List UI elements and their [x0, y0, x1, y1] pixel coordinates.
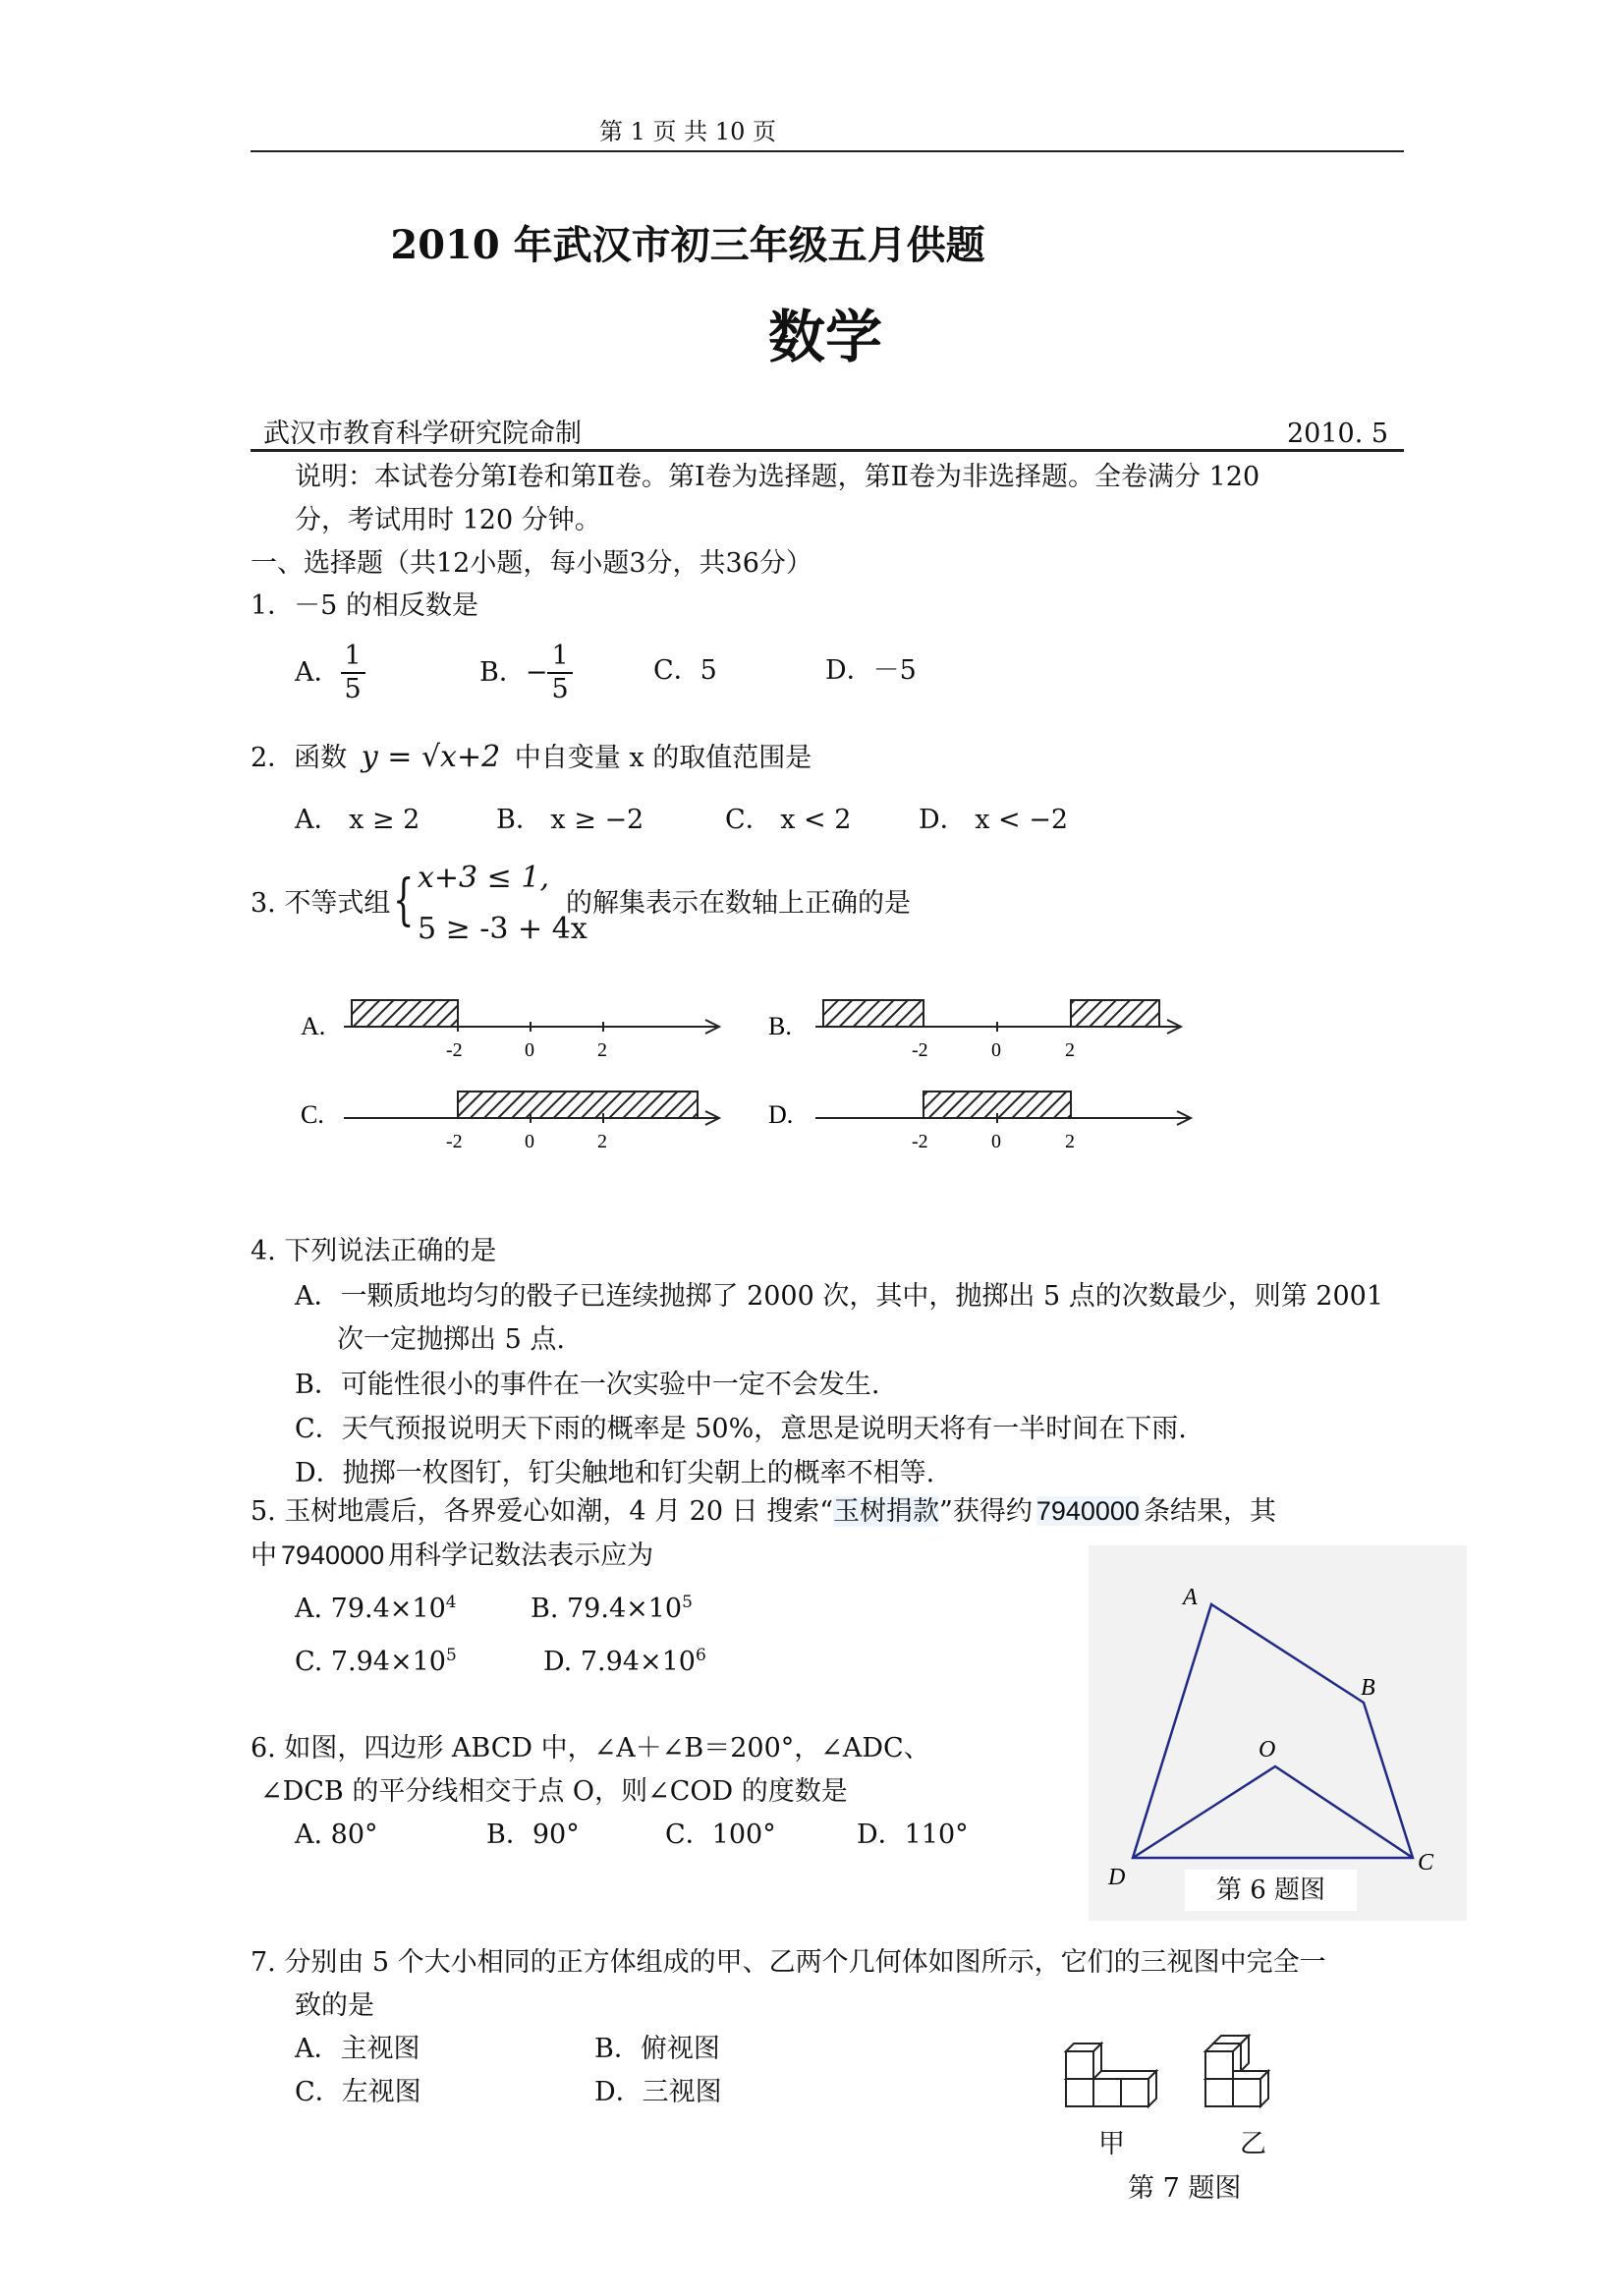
q3-ineq1: x+3 ≤ 1, — [418, 861, 549, 895]
q3-label-b: B. — [768, 1012, 792, 1040]
instructions-line2: 分，考试用时 120 分钟。 — [295, 505, 601, 535]
q2-option-c: C． x < 2 — [725, 805, 852, 835]
section-heading: 一、选择题（共12小题，每小题3分，共36分） — [251, 548, 812, 579]
q2-option-d: D． x < −2 — [919, 805, 1069, 835]
instructions-line1: 说明：本试卷分第Ⅰ卷和第Ⅱ卷。第Ⅰ卷为选择题，第Ⅱ卷为非选择题。全卷满分 120 — [295, 462, 1260, 492]
q7-line1: 7. 分别由 5 个大小相同的正方体组成的甲、乙两个几何体如图所示，它们的三视图中完全一 — [251, 1947, 1326, 1978]
q3-brace: { — [393, 868, 415, 932]
q3-axis-a — [301, 1000, 719, 1061]
q1-a-num: 1 — [341, 641, 365, 674]
q3-b-tick-0: 0 — [991, 1039, 1001, 1061]
q5-line1-a: 5. 玉树地震后，各界爱心如潮，4 月 20 日 搜索“ — [251, 1496, 834, 1527]
q5-number: 7940000 — [1035, 1496, 1140, 1526]
q7-option-c: C．左视图 — [295, 2077, 421, 2107]
q7-option-b: B．俯视图 — [594, 2034, 720, 2064]
q3-label-c: C. — [301, 1100, 324, 1129]
q3-stem-prefix: 3. 不等式组 — [251, 888, 391, 919]
publisher-rule — [251, 449, 1404, 452]
exam-title: 2010 年武汉市初三年级五月供题 — [390, 222, 985, 268]
q7-figure-caption: 第 7 题图 — [1128, 2173, 1242, 2204]
q3-a-tick-neg2: -2 — [446, 1039, 463, 1061]
q4-option-b: B．可能性很小的事件在一次实验中一定不会发生. — [295, 1370, 880, 1400]
q1-option-d: D．－5 — [825, 655, 917, 686]
q5-d-exp: 6 — [695, 1646, 706, 1665]
q5-line1-b: ”获得约 — [939, 1496, 1033, 1527]
q3-number-lines — [285, 982, 1208, 1169]
q5-line2-b: 用科学记数法表示应为 — [388, 1540, 654, 1571]
q3-axis-d — [768, 1092, 1191, 1152]
q7-solid-jia — [1066, 2044, 1156, 2106]
q5-option-b — [531, 1592, 693, 1627]
q5-number-2: 7940000 — [281, 1540, 385, 1570]
q1-option-c: C．5 — [653, 655, 717, 686]
q7-option-d: D．三视图 — [594, 2077, 722, 2107]
q5-a-base: A. 79.4×10 — [295, 1594, 446, 1624]
q7-line2: 致的是 — [295, 1990, 374, 2021]
q6-label-a: A — [1183, 1585, 1198, 1610]
q3-d-tick-0: 0 — [991, 1131, 1001, 1152]
q5-c-base: C. 7.94×10 — [295, 1647, 446, 1677]
q5-option-a — [295, 1592, 457, 1627]
q4-option-a-line2: 次一定抛掷出 5 点. — [337, 1324, 565, 1355]
q3-label-d: D. — [768, 1100, 794, 1129]
q2-formula: y = √x+2 — [361, 740, 501, 774]
q6-figure-caption: 第 6 题图 — [1185, 1870, 1357, 1911]
q5-c-exp: 5 — [445, 1646, 457, 1665]
q3-c-tick-neg2: -2 — [446, 1131, 463, 1152]
header-rule — [251, 150, 1404, 152]
q3-label-a: A. — [301, 1012, 326, 1040]
q3-axis-c — [301, 1092, 719, 1152]
q1-b-den: 5 — [551, 674, 569, 704]
q1-a-fraction — [341, 641, 365, 705]
q3-a-tick-0: 0 — [525, 1039, 534, 1061]
q1-b-sign: − — [525, 657, 548, 688]
q5-line1-c: 条结果，其 — [1143, 1496, 1276, 1527]
q2-stem-prefix: 2．函数 — [251, 743, 348, 773]
q2-option-b: B． x ≥ −2 — [496, 805, 644, 835]
q6-label-d: D — [1108, 1865, 1126, 1890]
q3-axis-b — [768, 1000, 1181, 1061]
q7-solids-figure — [1056, 2024, 1312, 2132]
q6-option-b: B．90° — [486, 1820, 580, 1850]
q3-a-tick-2: 2 — [597, 1039, 607, 1061]
q7-solid-yi — [1205, 2036, 1268, 2106]
q5-option-d — [543, 1645, 706, 1680]
q6-label-c: C — [1418, 1850, 1434, 1876]
q4-stem: 4. 下列说法正确的是 — [251, 1236, 497, 1266]
q7-option-a: A．主视图 — [295, 2034, 420, 2064]
q1-stem: 1．－5 的相反数是 — [251, 590, 478, 621]
q1-option-b — [479, 634, 573, 712]
q3-c-tick-0: 0 — [525, 1131, 534, 1152]
q5-line2-a: 中 — [251, 1540, 277, 1571]
q2-option-a: A． x ≥ 2 — [295, 805, 420, 835]
q3-d-tick-2: 2 — [1065, 1131, 1075, 1152]
q6-label-o: O — [1259, 1737, 1276, 1763]
q1-a-label: A． — [295, 657, 341, 688]
q7-label-yi: 乙 — [1240, 2129, 1266, 2159]
q3-b-tick-neg2: -2 — [912, 1039, 928, 1061]
q5-a-exp: 4 — [445, 1593, 457, 1612]
q3-stem-suffix: 的解集表示在数轴上正确的是 — [566, 888, 911, 919]
q1-b-fraction — [547, 641, 572, 705]
q5-line1 — [251, 1493, 1276, 1530]
q5-b-base: B. 79.4×10 — [531, 1594, 683, 1624]
q6-option-c: C．100° — [665, 1820, 776, 1850]
q6-option-d: D．110° — [857, 1820, 969, 1850]
q5-d-base: D. 7.94×10 — [543, 1647, 696, 1677]
q2-stem-suffix: 中自变量 x 的取值范围是 — [514, 743, 812, 773]
page-indicator: 第 1 页 共 10 页 — [599, 118, 776, 145]
q6-figure-panel — [1089, 1545, 1467, 1921]
q2-stem — [251, 740, 812, 776]
q1-option-a — [295, 634, 365, 712]
q3-ineq2: 5 ≥ -3 + 4x — [418, 912, 588, 946]
q7-label-jia: 甲 — [1098, 2129, 1125, 2159]
q5-option-c — [295, 1645, 457, 1680]
q5-b-exp: 5 — [682, 1593, 693, 1612]
q3-c-tick-2: 2 — [597, 1131, 607, 1152]
q6-line2: ∠DCB 的平分线相交于点 O，则∠COD 的度数是 — [260, 1776, 848, 1807]
q5-line2 — [251, 1538, 653, 1574]
q1-b-label: B． — [479, 657, 526, 688]
q6-quadrilateral-figure — [1089, 1545, 1467, 1921]
q5-keyword: 玉树捐款 — [833, 1496, 940, 1527]
q6-option-a: A. 80° — [295, 1820, 378, 1850]
q3-d-tick-neg2: -2 — [912, 1131, 928, 1152]
subject-title: 数学 — [767, 304, 882, 370]
publisher: 武汉市教育科学研究院命制 — [263, 419, 582, 449]
exam-date: 2010. 5 — [1287, 419, 1389, 449]
q4-option-a-line1: A．一颗质地均匀的骰子已连续抛掷了 2000 次，其中，抛掷出 5 点的次数最少，则第 2001 — [295, 1281, 1384, 1312]
q6-line1: 6. 如图，四边形 ABCD 中，∠A＋∠B＝200°，∠ADC、 — [251, 1733, 930, 1764]
q6-label-b: B — [1361, 1675, 1375, 1701]
q1-a-den: 5 — [344, 674, 362, 704]
q1-b-num: 1 — [547, 641, 572, 674]
q4-option-d: D．抛掷一枚图钉，钉尖触地和钉尖朝上的概率不相等. — [295, 1458, 935, 1488]
q3-b-tick-2: 2 — [1065, 1039, 1075, 1061]
q4-option-c: C．天气预报说明天下雨的概率是 50%，意思是说明天将有一半时间在下雨. — [295, 1414, 1187, 1444]
